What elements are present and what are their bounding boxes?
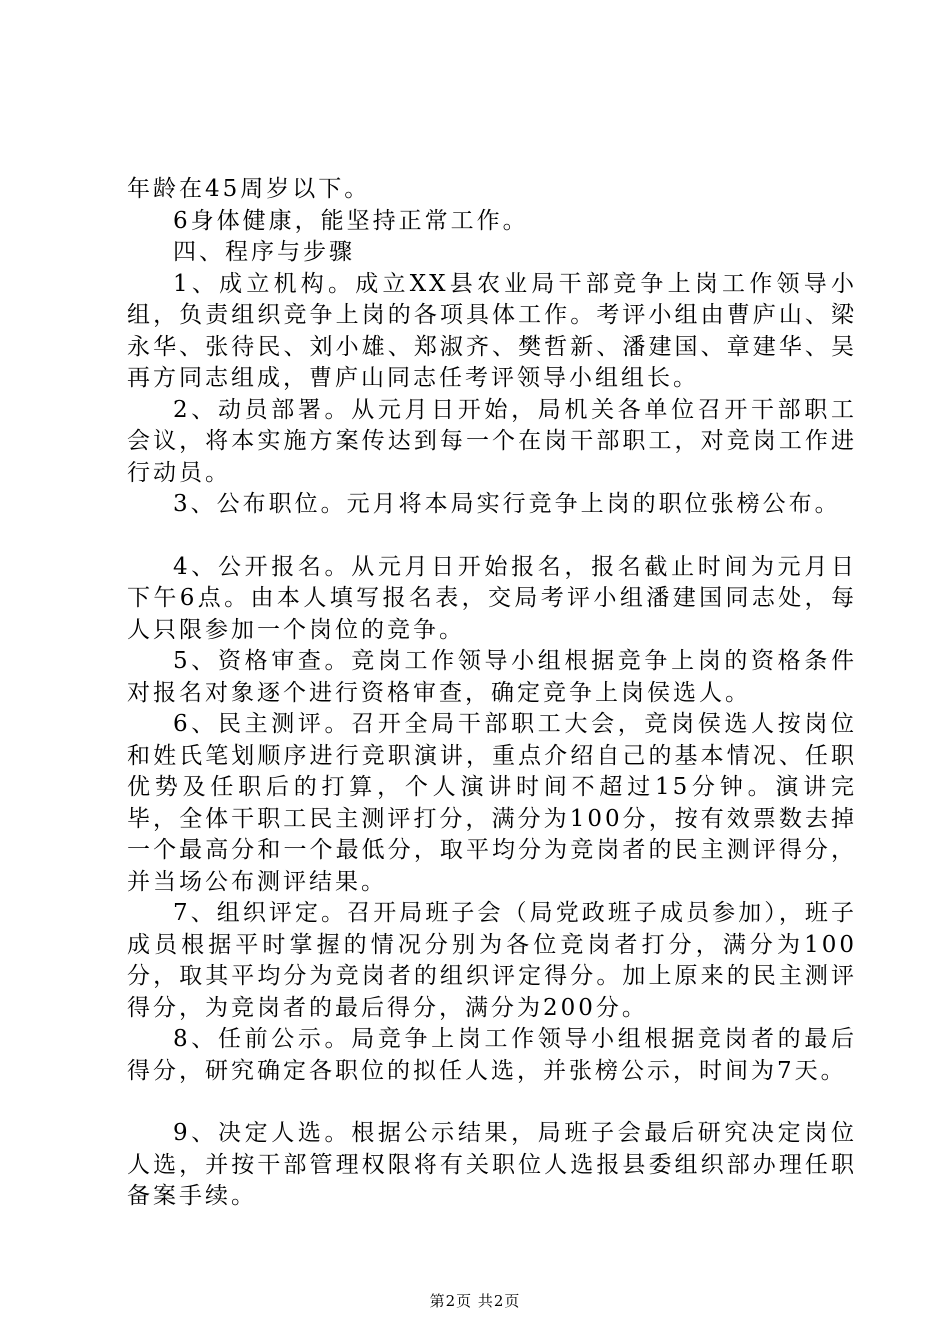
paragraph-step-5: 5、资格审查。竞岗工作领导小组根据竞争上岗的资格条件对报名对象逐个进行资格审查，确定竞争上岗侯选人。 — [127, 648, 857, 706]
paragraph-step-3: 3、公布职位。元月将本局实行竞争上岗的职位张榜公布。 — [173, 491, 841, 517]
paragraph-age-requirement: 年龄在45周岁以下。 — [127, 176, 371, 202]
page-footer: 第2页 共2页 — [429, 1292, 521, 1310]
paragraph-health-requirement: 6身体健康，能坚持正常工作。 — [173, 207, 529, 234]
paragraph-step-6: 6、民主测评。召开全局干部职工大会，竞岗侯选人按岗位和姓氏笔划顺序进行竞职演讲，重点介绍自己的基本情况、任职优势及任职后的打算，个人演讲时间不超过15分钟。演讲完毕，全体干职工民主测评打分，满分为100分，按有效票数去掉一个最高分和一个最低分，取平均分为竞岗者的民主测评得分，并当场公布测评结果。 — [127, 711, 857, 895]
document-body — [127, 174, 857, 1213]
paragraph-step-7: 7、组织评定。召开局班子会（局党政班子成员参加），班子成员根据平时掌握的情况分别为各位竞岗者打分，满分为100分，取其平均分为竞岗者的组织评定得分。加上原来的民主测评得分，为竞岗者的最后得分，满分为200分。 — [127, 900, 857, 1021]
paragraph-step-4: 4、公开报名。从元月日开始报名，报名截止时间为元月日下午6点。由本人填写报名表，交局考评小组潘建国同志处，每人只限参加一个岗位的竞争。 — [127, 553, 857, 643]
paragraph-step-9: 9、决定人选。根据公示结果，局班子会最后研究决定岗位人选，并按干部管理权限将有关职位人选报县委组织部办理任职备案手续。 — [127, 1120, 857, 1209]
paragraph-step-1: 1、成立机构。成立XX县农业局干部竞争上岗工作领导小组，负责组织竞争上岗的各项具体工作。考评小组由曹庐山、梁永华、张待民、刘小雄、郑淑齐、樊哲新、潘建国、章建华、吴再方同志组成，曹庐山同志任考评领导小组组长。 — [127, 270, 857, 391]
section-heading-procedure: 四、程序与步骤 — [173, 239, 355, 265]
paragraph-step-2: 2、动员部署。从元月日开始，局机关各单位召开干部职工会议，将本实施方案传达到每一个在岗干部职工，对竞岗工作进行动员。 — [127, 396, 857, 486]
paragraph-step-8: 8、任前公示。局竞争上岗工作领导小组根据竞岗者的最后得分，研究确定各职位的拟任人选，并张榜公示，时间为7天。 — [127, 1026, 857, 1084]
